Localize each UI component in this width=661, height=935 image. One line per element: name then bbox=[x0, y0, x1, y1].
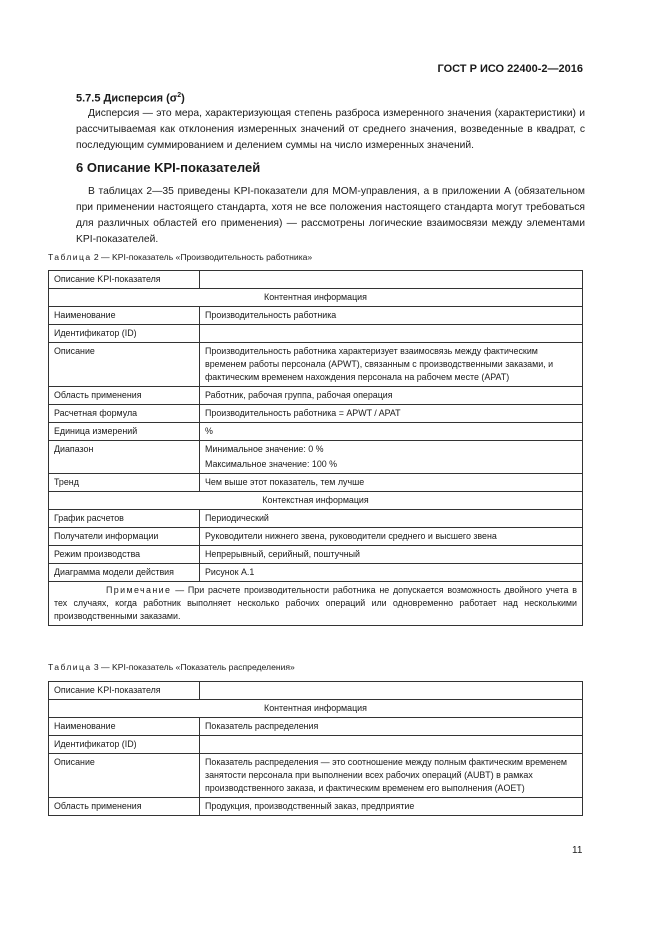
table-2-caption bbox=[48, 252, 312, 262]
row-label: Идентификатор (ID) bbox=[49, 736, 200, 754]
caption-text: 3 — KPI-показатель «Показатель распределения» bbox=[91, 662, 295, 672]
table-note-row bbox=[49, 582, 583, 626]
row-value: Показатель распределения bbox=[200, 718, 583, 736]
table-header-value bbox=[200, 271, 583, 289]
row-label: Область применения bbox=[49, 798, 200, 816]
row-value: Руководители нижнего звена, руководители среднего и высшего звена bbox=[200, 528, 583, 546]
row-label: Получатели информации bbox=[49, 528, 200, 546]
section-6-title: 6 Описание KPI-показателей bbox=[76, 160, 261, 175]
section-title-suffix: ) bbox=[181, 92, 185, 105]
row-value: Производительность работника характеризует взаимосвязь между фактическим временем работы персонала (APWT), связанным с производственными заказами, и фактическим временем нахождения персонала на рабочем месте (APAT) bbox=[200, 343, 583, 387]
range-min: Минимальное значение: 0 % bbox=[205, 444, 324, 454]
table-row bbox=[49, 682, 583, 700]
caption-word: Таблица bbox=[48, 662, 92, 672]
row-label: Область применения bbox=[49, 387, 200, 405]
note-word: Примечание bbox=[106, 585, 172, 595]
table-row bbox=[49, 798, 583, 816]
note-text: — При расчете производительности работника не допускается возможность двойного учета в тех случаях, когда работник выполняет несколько рабочих операций или одновременно работает над несколькими производственными заказами. bbox=[54, 585, 577, 621]
page-number: 11 bbox=[572, 845, 583, 856]
section-title-prefix: 5.7.5 Дисперсия (σ bbox=[76, 92, 178, 105]
table-section-row bbox=[49, 289, 583, 307]
table-row bbox=[49, 405, 583, 423]
table-row bbox=[49, 307, 583, 325]
range-max: Максимальное значение: 100 % bbox=[205, 459, 338, 469]
document-standard-header: ГОСТ Р ИСО 22400-2—2016 bbox=[437, 63, 583, 75]
row-value: Чем выше этот показатель, тем лучше bbox=[200, 474, 583, 492]
table-3-distribution-indicator bbox=[48, 681, 583, 816]
row-value bbox=[200, 441, 583, 474]
table-3-caption bbox=[48, 662, 295, 672]
caption-text: 2 — KPI-показатель «Производительность работника» bbox=[91, 252, 313, 262]
section-5-7-5-title bbox=[76, 92, 185, 105]
table-2-worker-productivity bbox=[48, 270, 583, 626]
table-row bbox=[49, 528, 583, 546]
row-value: % bbox=[200, 423, 583, 441]
table-row bbox=[49, 441, 583, 474]
row-label: Тренд bbox=[49, 474, 200, 492]
table-header-label: Описание KPI-показателя bbox=[49, 682, 200, 700]
table-section-row bbox=[49, 700, 583, 718]
section-5-7-5-paragraph: Дисперсия — это мера, характеризующая степень разброса измеренного значения (характеристики) и рассчитываемая как отклонения измеренных значений от среднего значения, возведенные в квадрат, с последующим суммированием и делением суммы на число измеренных значений. bbox=[76, 108, 585, 151]
row-label: Режим производства bbox=[49, 546, 200, 564]
table-note bbox=[49, 582, 583, 626]
row-label: График расчетов bbox=[49, 510, 200, 528]
table-row bbox=[49, 387, 583, 405]
table-header-value bbox=[200, 682, 583, 700]
row-label: Наименование bbox=[49, 718, 200, 736]
row-label: Идентификатор (ID) bbox=[49, 325, 200, 343]
row-value: Показатель распределения — это соотношение между полным фактическим временем занятости персонала при выполнении всех рабочих операций (AUBT) в рамках производственного заказа, и фактическим временем его выполнения (AOET) bbox=[200, 754, 583, 798]
row-value: Непрерывный, серийный, поштучный bbox=[200, 546, 583, 564]
table-row bbox=[49, 718, 583, 736]
row-label: Диаграмма модели действия bbox=[49, 564, 200, 582]
row-value: Производительность работника bbox=[200, 307, 583, 325]
table-row bbox=[49, 343, 583, 387]
table-row bbox=[49, 736, 583, 754]
table-row bbox=[49, 546, 583, 564]
table-header-label: Описание KPI-показателя bbox=[49, 271, 200, 289]
row-label: Диапазон bbox=[49, 441, 200, 474]
row-value: Работник, рабочая группа, рабочая операция bbox=[200, 387, 583, 405]
table-row bbox=[49, 754, 583, 798]
table-row bbox=[49, 271, 583, 289]
content-info-section: Контентная информация bbox=[49, 700, 583, 718]
row-label: Описание bbox=[49, 343, 200, 387]
section-6-paragraph: В таблицах 2—35 приведены KPI-показатели для МОМ-управления, а в приложении А (обязательном при применении настоящего стандарта, хотя не все положения настоящего стандарта могут требоваться для различных областей его применения) — рассмотрены логические взаимосвязи между элементами KPI-показателей. bbox=[76, 186, 585, 245]
table-row bbox=[49, 564, 583, 582]
context-info-section: Контекстная информация bbox=[49, 492, 583, 510]
table-section-row bbox=[49, 492, 583, 510]
row-value: Продукция, производственный заказ, предприятие bbox=[200, 798, 583, 816]
row-label: Единица измерений bbox=[49, 423, 200, 441]
row-value: Периодический bbox=[200, 510, 583, 528]
table-row bbox=[49, 510, 583, 528]
table-row bbox=[49, 474, 583, 492]
row-value bbox=[200, 736, 583, 754]
row-label: Описание bbox=[49, 754, 200, 798]
table-row bbox=[49, 423, 583, 441]
row-value: Производительность работника = APWT / APAT bbox=[200, 405, 583, 423]
table-row bbox=[49, 325, 583, 343]
row-label: Расчетная формула bbox=[49, 405, 200, 423]
caption-word: Таблица bbox=[48, 252, 92, 262]
content-info-section: Контентная информация bbox=[49, 289, 583, 307]
row-value: Рисунок А.1 bbox=[200, 564, 583, 582]
row-label: Наименование bbox=[49, 307, 200, 325]
row-value bbox=[200, 325, 583, 343]
section-title-superscript: 2 bbox=[177, 92, 182, 99]
